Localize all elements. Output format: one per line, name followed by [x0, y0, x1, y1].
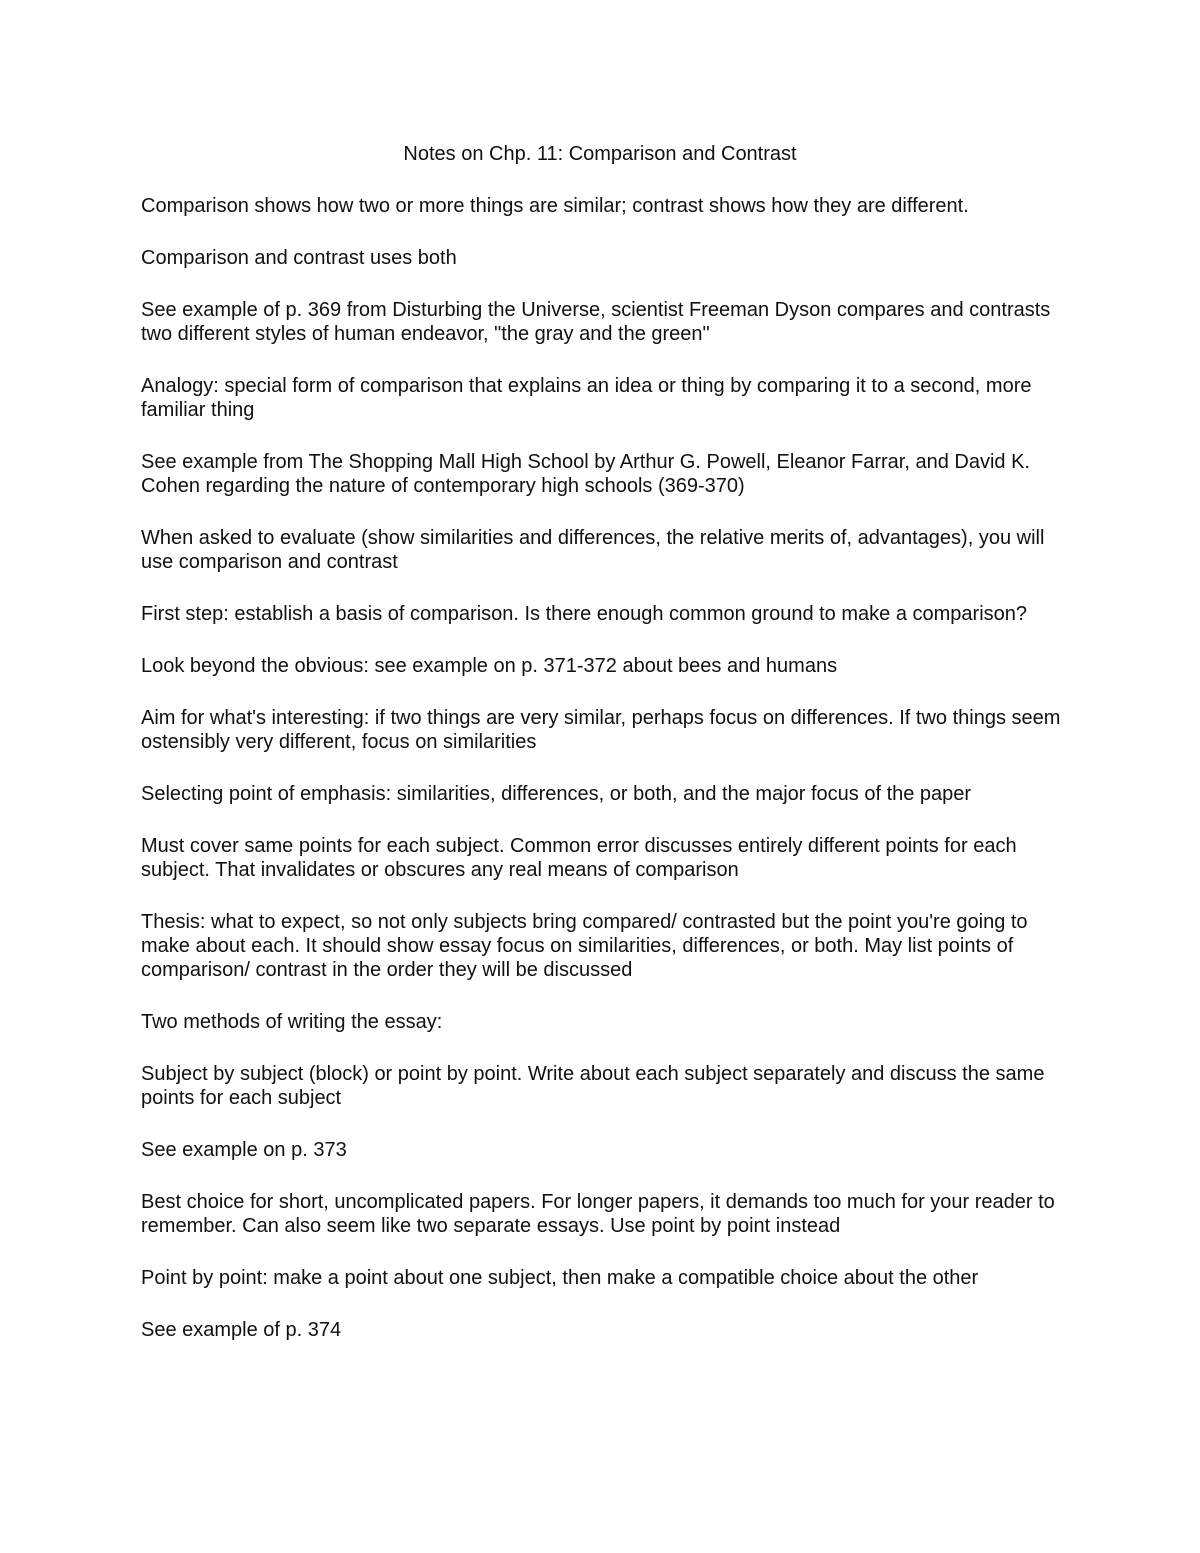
paragraph: See example of p. 369 from Disturbing the Universe, scientist Freeman Dyson compares and contrasts two different styles of human endeavor, "the gray and the green" [141, 299, 1051, 345]
paragraph: Comparison shows how two or more things are similar; contrast shows how they are different. [141, 195, 969, 217]
notes-body [141, 194, 1066, 1370]
paragraph: Two methods of writing the essay: [141, 1011, 443, 1033]
paragraph: Point by point: make a point about one subject, then make a compatible choice about the other [141, 1267, 979, 1289]
paragraph: When asked to evaluate (show similarities and differences, the relative merits of, advantages), you will use comparison and contrast [141, 527, 1045, 573]
paragraph: Comparison and contrast uses both [141, 247, 457, 269]
paragraph: Aim for what's interesting: if two things are very similar, perhaps focus on differences. If two things seem ostensibly very different, focus on similarities [141, 707, 1061, 753]
paragraph: Look beyond the obvious: see example on p. 371-372 about bees and humans [141, 655, 838, 677]
paragraph: See example of p. 374 [141, 1319, 342, 1341]
paragraph: Analogy: special form of comparison that explains an idea or thing by comparing it to a second, more familiar thing [141, 375, 1032, 421]
paragraph: See example from The Shopping Mall High School by Arthur G. Powell, Eleanor Farrar, and David K. Cohen regarding the nature of contemporary high schools (369-370) [141, 451, 1030, 497]
paragraph: See example on p. 373 [141, 1139, 347, 1161]
paragraph: First step: establish a basis of comparison. Is there enough common ground to make a comparison? [141, 603, 1028, 625]
page-title: Notes on Chp. 11: Comparison and Contrast [403, 143, 797, 165]
paragraph: Best choice for short, uncomplicated papers. For longer papers, it demands too much for your reader to remember. Can also seem like two separate essays. Use point by point instead [141, 1191, 1055, 1237]
paragraph: Selecting point of emphasis: similarities, differences, or both, and the major focus of the paper [141, 783, 972, 805]
paragraph: Thesis: what to expect, so not only subjects bring compared/ contrasted but the point you're going to make about each. It should show essay focus on similarities, differences, or both. May list points of comparison/ contrast in the order they will be discussed [141, 911, 1028, 981]
paragraph: Subject by subject (block) or point by point. Write about each subject separately and discuss the same points for each subject [141, 1063, 1045, 1109]
paragraph: Must cover same points for each subject. Common error discusses entirely different points for each subject. That invalidates or obscures any real means of comparison [141, 835, 1017, 881]
